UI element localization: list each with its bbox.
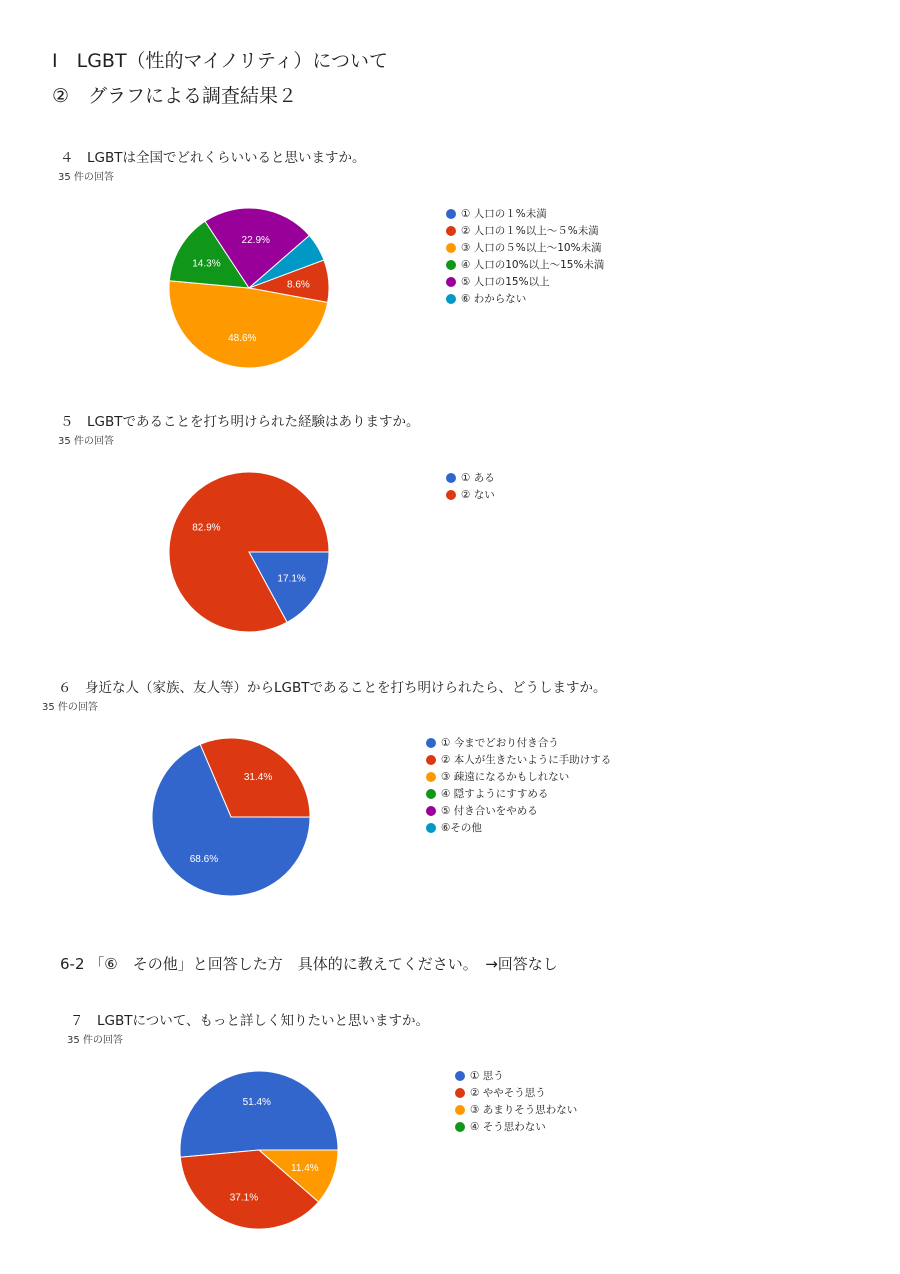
legend-label: ④ 隠すようにすすめる	[441, 788, 549, 800]
legend-label: ③ 疎遠になるかもしれない	[441, 771, 570, 783]
slice-label: 17.1%	[277, 573, 306, 585]
legend-label: ② 本人が生きたいように手助けする	[441, 754, 612, 766]
legend-label: ⑥その他	[441, 822, 482, 834]
legend-swatch	[455, 1088, 465, 1098]
slice-label: 8.6%	[287, 279, 310, 291]
slice-label: 48.6%	[228, 333, 257, 345]
slice-label: 11.4%	[291, 1163, 319, 1175]
chart-title: ７ LGBTについて、もっと詳しく知りたいと思いますか。	[70, 1013, 429, 1029]
response-count: 35 件の回答	[58, 172, 114, 183]
legend-item	[455, 1084, 577, 1101]
legend-label: ⑤ 人口の15%以上	[461, 276, 550, 288]
legend-item	[455, 1101, 577, 1118]
legend-label: ② ややそう思う	[470, 1087, 546, 1099]
page-heading: Ⅰ LGBT（性的マイノリティ）について	[52, 50, 388, 72]
legend-item	[455, 1067, 577, 1084]
legend-swatch	[455, 1122, 465, 1132]
legend-label: ③ あまりそう思わない	[470, 1104, 578, 1116]
legend-label: ② ない	[461, 489, 495, 501]
legend-label: ② 人口の１%以上～５%未満	[461, 225, 599, 237]
legend-label: ④ そう思わない	[470, 1121, 546, 1133]
legend-label: ③ 人口の５%以上～10%未満	[461, 242, 602, 254]
chart-legend	[455, 1067, 577, 1135]
response-count: 35 件の回答	[42, 702, 98, 713]
slice-label: 51.4%	[242, 1097, 271, 1109]
response-count: 35 件の回答	[67, 1035, 123, 1046]
chart-title: ６ 身近な人（家族、友人等）からLGBTであることを打ち明けられたら、どうしますか。	[58, 680, 607, 696]
chart-title: ５ LGBTであることを打ち明けられた経験はありますか。	[60, 414, 420, 430]
slice-label: 37.1%	[229, 1192, 259, 1204]
legend-label: ① ある	[461, 472, 495, 484]
legend-label: ④ 人口の10%以上～15%未満	[461, 259, 605, 271]
legend-label: ⑥ わからない	[461, 293, 527, 305]
legend-label: ① 今までどおり付き合う	[441, 737, 559, 749]
legend-swatch	[455, 1105, 465, 1115]
chart-title: ４ LGBTは全国でどれくらいいると思いますか。	[60, 150, 366, 166]
slice-label: 14.3%	[192, 258, 221, 270]
legend-item	[455, 1118, 577, 1135]
slice-label: 22.9%	[241, 234, 270, 246]
pie-slice	[180, 1071, 338, 1157]
legend-label: ① 人口の１%未満	[461, 208, 547, 220]
legend-swatch	[455, 1071, 465, 1081]
slice-label: 68.6%	[189, 853, 219, 865]
response-count: 35 件の回答	[58, 436, 114, 447]
legend-label: ① 思う	[470, 1070, 504, 1082]
slice-label: 31.4%	[243, 772, 273, 784]
slice-label: 82.9%	[192, 522, 221, 534]
page-subheading: ② グラフによる調査結果２	[52, 85, 298, 107]
q6-2-note: 6-2 「⑥ その他」と回答した方 具体的に教えてください。 →回答なし	[60, 955, 558, 973]
legend-label: ⑤ 付き合いをやめる	[441, 805, 538, 817]
